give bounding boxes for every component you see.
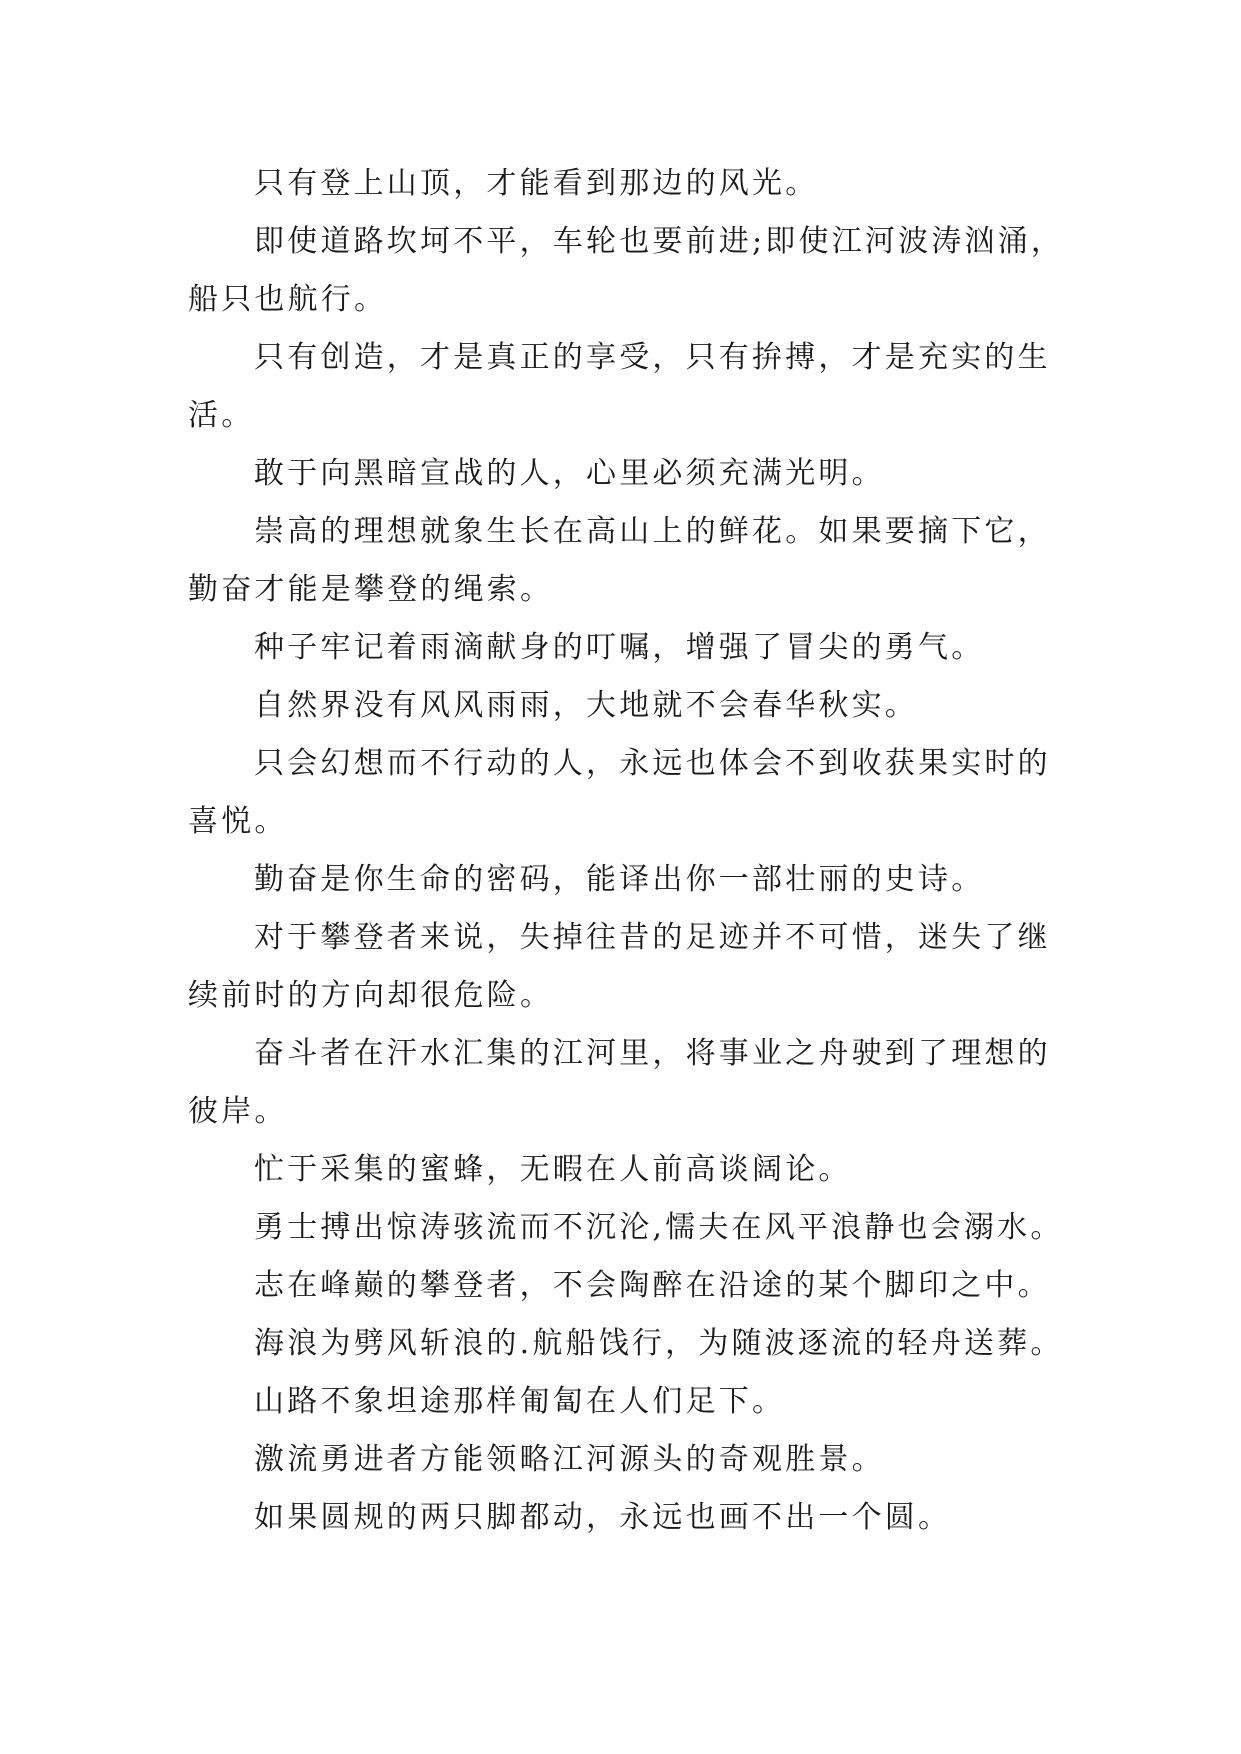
paragraph: 敢于向黑暗宣战的人，心里必须充满光明。 bbox=[254, 456, 885, 491]
paragraph: 只有登上山顶，才能看到那边的风光。 bbox=[254, 166, 819, 201]
paragraph: 即使道路坎坷不平，车轮也要前进;即使江河波涛汹涌，船只也航行。 bbox=[188, 224, 1065, 317]
paragraph: 只有创造，才是真正的享受，只有拚搏，才是充实的生活。 bbox=[188, 340, 1051, 433]
paragraph: 海浪为劈风斩浪的.航船饯行，为随波逐流的轻舟送葬。 bbox=[254, 1326, 1064, 1361]
paragraph: 勇士搏出惊涛骇流而不沉沦,懦夫在风平浪静也会溺水。 bbox=[254, 1210, 1064, 1245]
paragraph: 山路不象坦途那样匍匐在人们足下。 bbox=[254, 1384, 786, 1419]
paragraph: 激流勇进者方能领略江河源头的奇观胜景。 bbox=[254, 1442, 885, 1477]
paragraph: 自然界没有风风雨雨，大地就不会春华秋实。 bbox=[254, 688, 918, 723]
paragraph: 奋斗者在汗水汇集的江河里，将事业之舟驶到了理想的彼岸。 bbox=[188, 1036, 1051, 1129]
paragraph: 如果圆规的两只脚都动，永远也画不出一个圆。 bbox=[254, 1500, 952, 1535]
paragraph: 只会幻想而不行动的人，永远也体会不到收获果实时的喜悦。 bbox=[188, 746, 1051, 839]
paragraph: 勤奋是你生命的密码，能译出你一部壮丽的史诗。 bbox=[254, 862, 985, 897]
paragraph: 忙于采集的蜜蜂，无暇在人前高谈阔论。 bbox=[254, 1152, 852, 1187]
paragraph: 志在峰巅的攀登者，不会陶醉在沿途的某个脚印之中。 bbox=[254, 1268, 1051, 1303]
document-body bbox=[188, 155, 1068, 1547]
paragraph: 对于攀登者来说，失掉往昔的足迹并不可惜，迷失了继续前时的方向却很危险。 bbox=[188, 920, 1051, 1013]
paragraph: 种子牢记着雨滴献身的叮嘱，增强了冒尖的勇气。 bbox=[254, 630, 985, 665]
paragraph: 崇高的理想就象生长在高山上的鲜花。如果要摘下它，勤奋才能是攀登的绳索。 bbox=[188, 514, 1051, 607]
